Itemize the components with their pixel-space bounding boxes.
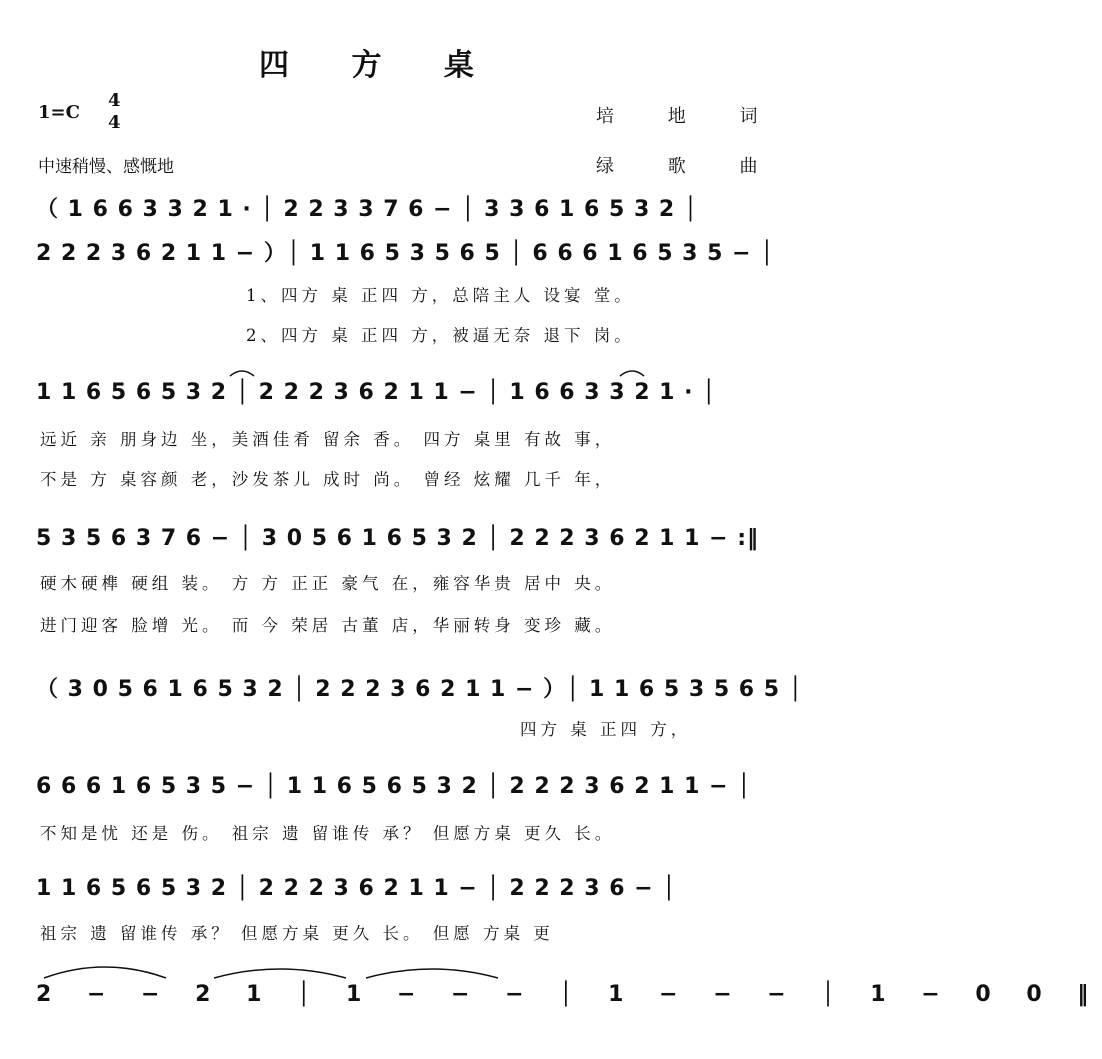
composer-credit: 绿 歌 曲	[596, 156, 782, 177]
lyric-line-3-verse-1: 远近 亲 朋身边 坐，美酒佳肴 留余 香。 四方 桌里 有故 事，	[40, 430, 616, 449]
notation-line-2: 2 2 2 3 6 2 1 1 − ）│ 1 1 6 5 3 5 6 5 │ 6 6 6 1 6 5 3 5 − │	[36, 241, 775, 266]
lyric-line-2-verse-2: 2、四方 桌 正四 方，被逼无奈 退下 岗。	[246, 326, 635, 345]
notation-line-8: 2 − − 2 1 │ 1 − − − │ 1 − − − │ 1 − 0 0 ‖	[36, 982, 1102, 1007]
song-title: 四 方 桌	[259, 48, 500, 83]
lyric-line-3-verse-2: 不是 方 桌容颜 老，沙发茶儿 成时 尚。 曾经 炫耀 几千 年，	[40, 470, 616, 489]
notation-line-4: 5 3 5 6 3 7 6 − │ 3 0 5 6 1 6 5 3 2 │ 2 2 2 3 6 2 1 1 − :‖	[36, 526, 759, 551]
lyricist-credit: 培 地 词	[596, 106, 782, 127]
notation-line-6: 6 6 6 1 6 5 3 5 − │ 1 1 6 5 6 5 3 2 │ 2 2 2 3 6 2 1 1 − │	[36, 774, 752, 799]
tempo-marking: 中速稍慢、感慨地	[38, 157, 174, 177]
notation-line-3: 1 1 6 5 6 5 3 2 │ 2 2 2 3 6 2 1 1 − │ 1 6 6 3 3 2 1 · │	[36, 380, 717, 405]
key-signature: 1=C	[38, 102, 80, 123]
notation-line-7: 1 1 6 5 6 5 3 2 │ 2 2 2 3 6 2 1 1 − │ 2 2 2 3 6 − │	[36, 876, 677, 901]
lyric-line-5: 四方 桌 正四 方，	[520, 720, 692, 739]
lyric-line-4-verse-1: 硬木硬榫 硬组 装。 方 方 正正 豪气 在，雍容华贵 居中 央。	[40, 574, 616, 593]
notation-line-5: （ 3 0 5 6 1 6 5 3 2 │ 2 2 2 3 6 2 1 1 − ）│ 1 1 6 5 3 5 6 5 │	[36, 677, 803, 702]
lyric-line-6: 不知是忧 还是 伤。 祖宗 遗 留谁传 承？ 但愿方桌 更久 长。	[40, 824, 616, 843]
notation-line-1: （ 1 6 6 3 3 2 1 · │ 2 2 3 3 7 6 − │ 3 3 6 1 6 5 3 2 │	[36, 197, 699, 222]
time-signature-top: 4	[108, 90, 121, 111]
lyric-line-2-verse-1: 1、四方 桌 正四 方，总陪主人 设宴 堂。	[246, 286, 635, 305]
lyric-line-4-verse-2: 进门迎客 脸增 光。 而 今 荣居 古董 店，华丽转身 变珍 藏。	[40, 616, 616, 635]
lyric-line-7: 祖宗 遗 留谁传 承？ 但愿方桌 更久 长。 但愿 方桌 更	[40, 924, 554, 943]
time-signature-bottom: 4	[108, 112, 121, 133]
